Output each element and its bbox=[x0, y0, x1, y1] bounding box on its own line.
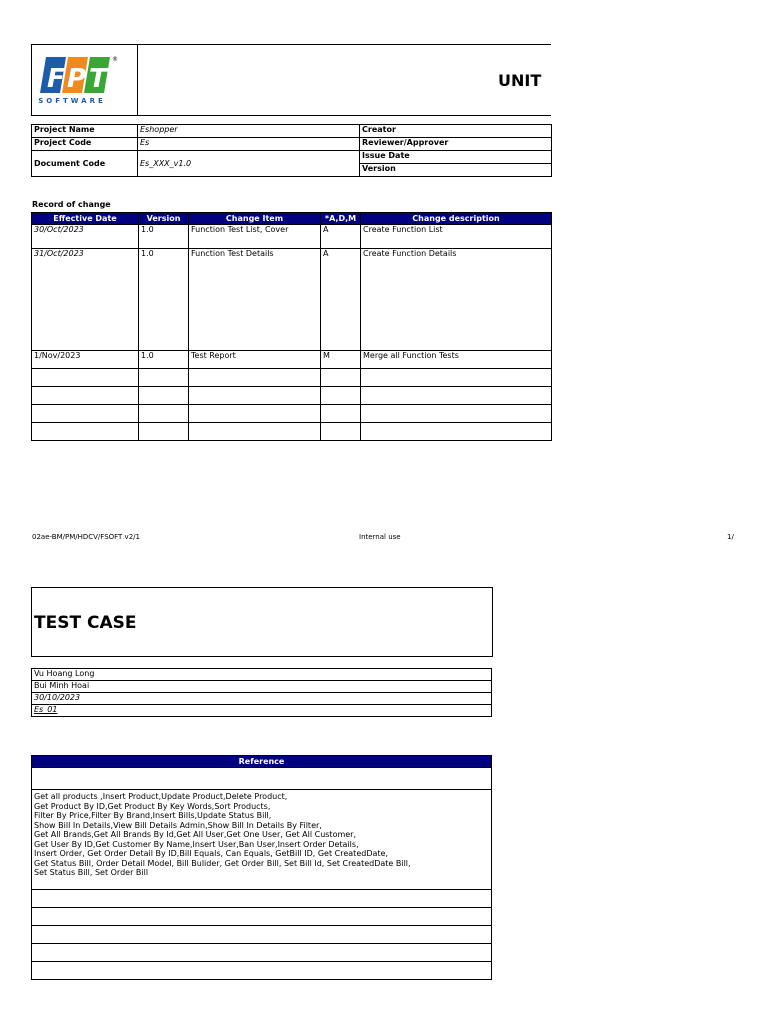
cell bbox=[189, 423, 321, 441]
cell bbox=[32, 405, 139, 423]
table-row bbox=[32, 225, 552, 249]
table-row bbox=[32, 351, 552, 369]
label-project-name: Project Name bbox=[32, 125, 138, 138]
reference-line: Get Product By ID,Get Product By Key Words,Sort Products, bbox=[34, 801, 271, 811]
cell: 1.0 bbox=[139, 351, 189, 369]
cell bbox=[361, 423, 552, 441]
reference-line: Show Bill In Details,View Bill Details Admin,Show Bill In Details By Filter, bbox=[34, 820, 322, 830]
reference-empty-row bbox=[32, 926, 492, 944]
test-case-header bbox=[31, 587, 493, 657]
col-version: Version bbox=[139, 213, 189, 225]
issue-date-value: 30/10/2023 bbox=[32, 693, 492, 705]
label-issue-date: Issue Date bbox=[360, 151, 552, 164]
label-version: Version bbox=[360, 164, 552, 177]
cell bbox=[189, 369, 321, 387]
cell bbox=[189, 387, 321, 405]
logo-subtitle: SOFTWARE bbox=[38, 97, 106, 105]
logo-cell bbox=[32, 45, 138, 115]
label-project-code: Project Code bbox=[32, 138, 138, 151]
cell bbox=[139, 423, 189, 441]
cell: 1.0 bbox=[139, 225, 189, 249]
col-change-item: Change Item bbox=[189, 213, 321, 225]
cell: Function Test Details bbox=[189, 249, 321, 351]
col-effective-date: Effective Date bbox=[32, 213, 139, 225]
reference-line: Set Status Bill, Set Order Bill bbox=[34, 868, 149, 877]
reference-empty-row bbox=[32, 944, 492, 962]
reference-table bbox=[31, 755, 492, 980]
cell: 1/Nov/2023 bbox=[32, 351, 139, 369]
reference-line: Filter By Price,Filter By Brand,Insert Bills,Update Status Bill, bbox=[34, 811, 272, 820]
logo-letter-t: T bbox=[89, 64, 107, 94]
reviewer-value: Bui Minh Hoai bbox=[32, 681, 492, 693]
cell: A bbox=[321, 225, 361, 249]
logo-registered: ® bbox=[112, 56, 118, 63]
test-case-title: TEST CASE bbox=[34, 613, 137, 633]
cell: Merge all Function Tests bbox=[361, 351, 552, 369]
cell bbox=[189, 405, 321, 423]
cell bbox=[139, 405, 189, 423]
cell: M bbox=[321, 351, 361, 369]
label-creator: Creator bbox=[360, 125, 552, 138]
col-change-description: Change description bbox=[361, 213, 552, 225]
reference-line: Get All Brands,Get All Brands By Id,Get All User,Get One User, Get All Customer, bbox=[34, 830, 357, 839]
reference-empty-row bbox=[32, 768, 492, 790]
col-adm: *A,D,M bbox=[321, 213, 361, 225]
footer-classification: Internal use bbox=[359, 533, 401, 541]
reference-line: Get all products ,Insert Product,Update Product,Delete Product, bbox=[34, 792, 288, 801]
cell bbox=[321, 405, 361, 423]
value-project-code: Es bbox=[138, 138, 360, 151]
reference-text bbox=[32, 790, 492, 890]
test-case-info-table bbox=[31, 668, 492, 717]
reference-empty-row bbox=[32, 890, 492, 908]
label-document-code: Document Code bbox=[32, 151, 138, 177]
cell: Create Function Details bbox=[361, 249, 552, 351]
creator-value: Vu Hoang Long bbox=[32, 669, 492, 681]
version-value: Es_01 bbox=[32, 705, 492, 717]
value-project-name: Eshopper bbox=[138, 125, 360, 138]
cell: Function Test List, Cover bbox=[189, 225, 321, 249]
cell bbox=[321, 423, 361, 441]
cell bbox=[361, 369, 552, 387]
cell: 31/Oct/2023 bbox=[32, 249, 139, 351]
table-row bbox=[32, 405, 552, 423]
reference-line: Get User By ID,Get Customer By Name,Insert User,Ban User,Insert Order Details, bbox=[34, 839, 359, 849]
cell bbox=[32, 369, 139, 387]
logo-letter-f: F bbox=[47, 64, 65, 94]
footer-form-code: 02ae-BM/PM/HDCV/FSOFT v2/1 bbox=[32, 533, 140, 541]
table-row bbox=[32, 423, 552, 441]
page-title: UNIT bbox=[498, 71, 542, 90]
record-of-change-table bbox=[31, 212, 552, 441]
reference-header: Reference bbox=[32, 756, 492, 768]
reference-line: Get Status Bill, Order Detail Model, Bill Bulider, Get Order Bill, Set Bill Id, Set CreatedDate Bill, bbox=[34, 858, 411, 868]
cell: A bbox=[321, 249, 361, 351]
cell bbox=[139, 387, 189, 405]
footer-page-number: 1/ bbox=[727, 533, 734, 541]
label-reviewer: Reviewer/Approver bbox=[360, 138, 552, 151]
project-info-table bbox=[31, 124, 552, 177]
cell bbox=[321, 387, 361, 405]
table-row bbox=[32, 249, 552, 351]
logo-letter-p: P bbox=[67, 64, 87, 94]
cell: 1.0 bbox=[139, 249, 189, 351]
table-row bbox=[32, 369, 552, 387]
value-document-code: Es_XXX_v1.0 bbox=[138, 151, 360, 177]
doc-header bbox=[31, 44, 551, 116]
cell: Create Function List bbox=[361, 225, 552, 249]
cell bbox=[321, 369, 361, 387]
cell bbox=[361, 387, 552, 405]
cell: 30/Oct/2023 bbox=[32, 225, 139, 249]
record-of-change-title: Record of change bbox=[32, 200, 111, 209]
reference-line: Insert Order, Get Order Detail By ID,Bill Equals, Can Equals, GetBill ID, Get CreatedDate, bbox=[34, 849, 388, 858]
cell: Test Report bbox=[189, 351, 321, 369]
cell bbox=[139, 369, 189, 387]
cell bbox=[361, 405, 552, 423]
cell bbox=[32, 423, 139, 441]
cell bbox=[32, 387, 139, 405]
reference-empty-row bbox=[32, 908, 492, 926]
reference-empty-row bbox=[32, 962, 492, 980]
table-row bbox=[32, 387, 552, 405]
